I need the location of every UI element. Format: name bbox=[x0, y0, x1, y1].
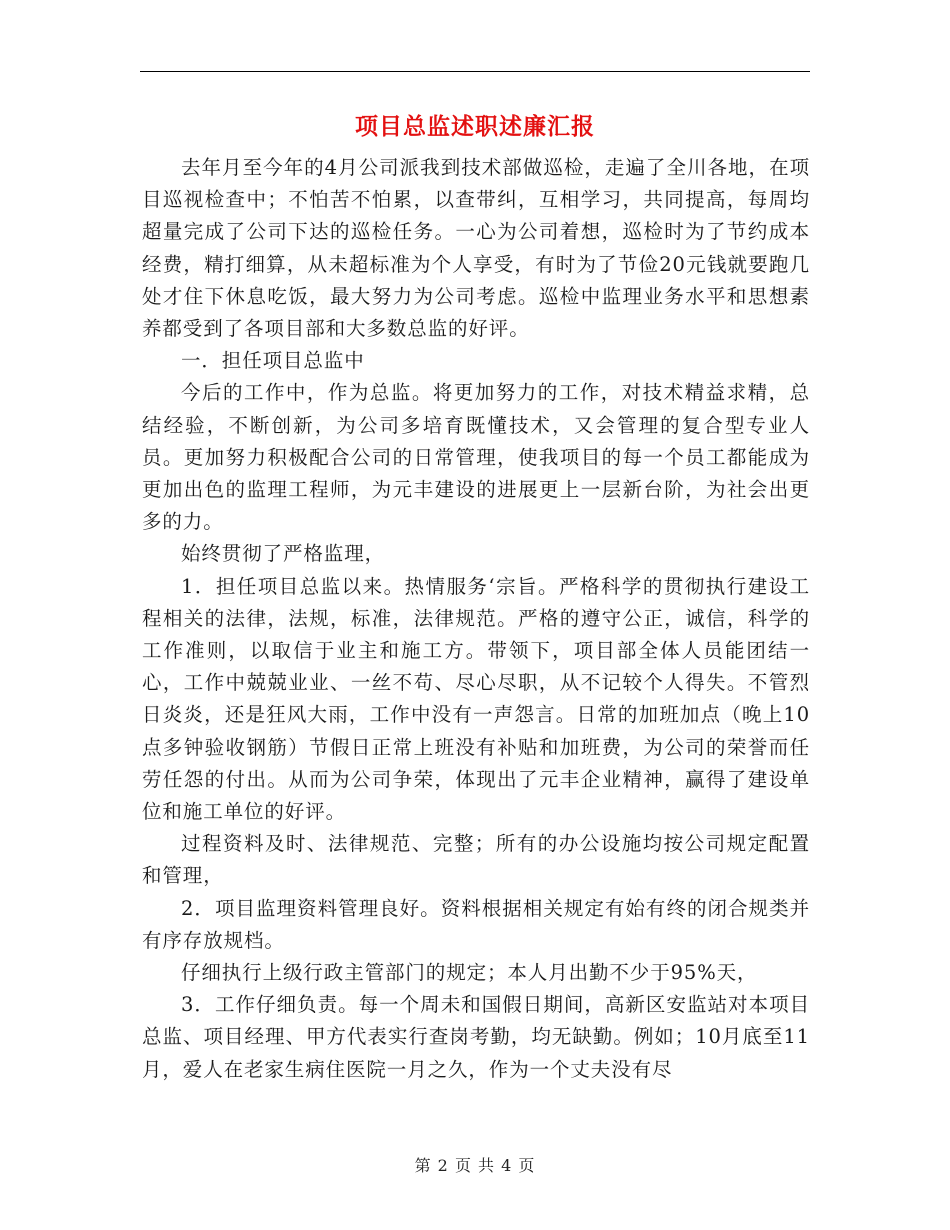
document-title: 项目总监述职述廉汇报 bbox=[355, 114, 595, 140]
section-heading: 一．担任项目总监中 bbox=[181, 349, 365, 373]
header-rule bbox=[140, 71, 810, 72]
paragraph: 去年月至今年的4月公司派我到技术部做巡检，走遍了全川各地，在项目巡视检查中；不怕苦不怕累，以查带纠，互相学习，共同提高，每周均超量完成了公司下达的巡检任务。一心为公司着想，巡检时为了节约成本经费，精打细算，从未超标准为个人享受，有时为了节俭20元钱就要跑几处才住下休息吃饭，最大努力为公司考虑。巡检中监理业务水平和思想素养都受到了各项目部和大多数总监的好评。 bbox=[142, 156, 810, 341]
paragraph: 今后的工作中，作为总监。将更加努力的工作，对技术精益求精，总结经验，不断创新，为公司多培育既懂技术，又会管理的复合型专业人员。更加努力积极配合公司的日常管理，使我项目的每一个员工都能成为更加出色的监理工程师，为元丰建设的进展更上一层新台阶，为社会出更多的力。 bbox=[142, 381, 810, 534]
page-number-footer: 第 2 页 共 4 页 bbox=[414, 1156, 536, 1175]
paragraph: 仔细执行上级行政主管部门的规定；本人月出勤不少于95%天， bbox=[181, 961, 758, 985]
paragraph: 始终贯彻了严格监理， bbox=[181, 542, 386, 566]
paragraph: 2．项目监理资料管理良好。资料根据相关规定有始有终的闭合规类并有序存放规档。 bbox=[142, 896, 810, 952]
paragraph: 3．工作仔细负责。每一个周未和国假日期间，高新区安监站对本项目总监、项目经理、甲方代表实行查岗考勤，均无缺勤。例如；10月底至11月，爱人在老家生病住医院一月之久，作为一个丈夫没有尽 bbox=[142, 993, 810, 1081]
paragraph: 1．担任项目总监以来。热情服务‘宗旨。严格科学的贯彻执行建设工程相关的法律，法规，标准，法律规范。严格的遵守公正，诚信，科学的工作准则，以取信于业主和施工方。带领下，项目部全体人员能团结一心，工作中兢兢业业、一丝不苟、尽心尽职，从不记较个人得失。不管烈日炎炎，还是狂风大雨，工作中没有一声怨言。日常的加班加点（晚上10点多钟验收钢筋）节假日正常上班没有补贴和加班费，为公司的荣誉而任劳任怨的付出。从而为公司争荣，体现出了元丰企业精神，赢得了建设单位和施工单位的好评。 bbox=[142, 574, 810, 824]
paragraph: 过程资料及时、法律规范、完整；所有的办公设施均按公司规定配置和管理， bbox=[142, 832, 810, 888]
document-body bbox=[142, 152, 810, 1086]
